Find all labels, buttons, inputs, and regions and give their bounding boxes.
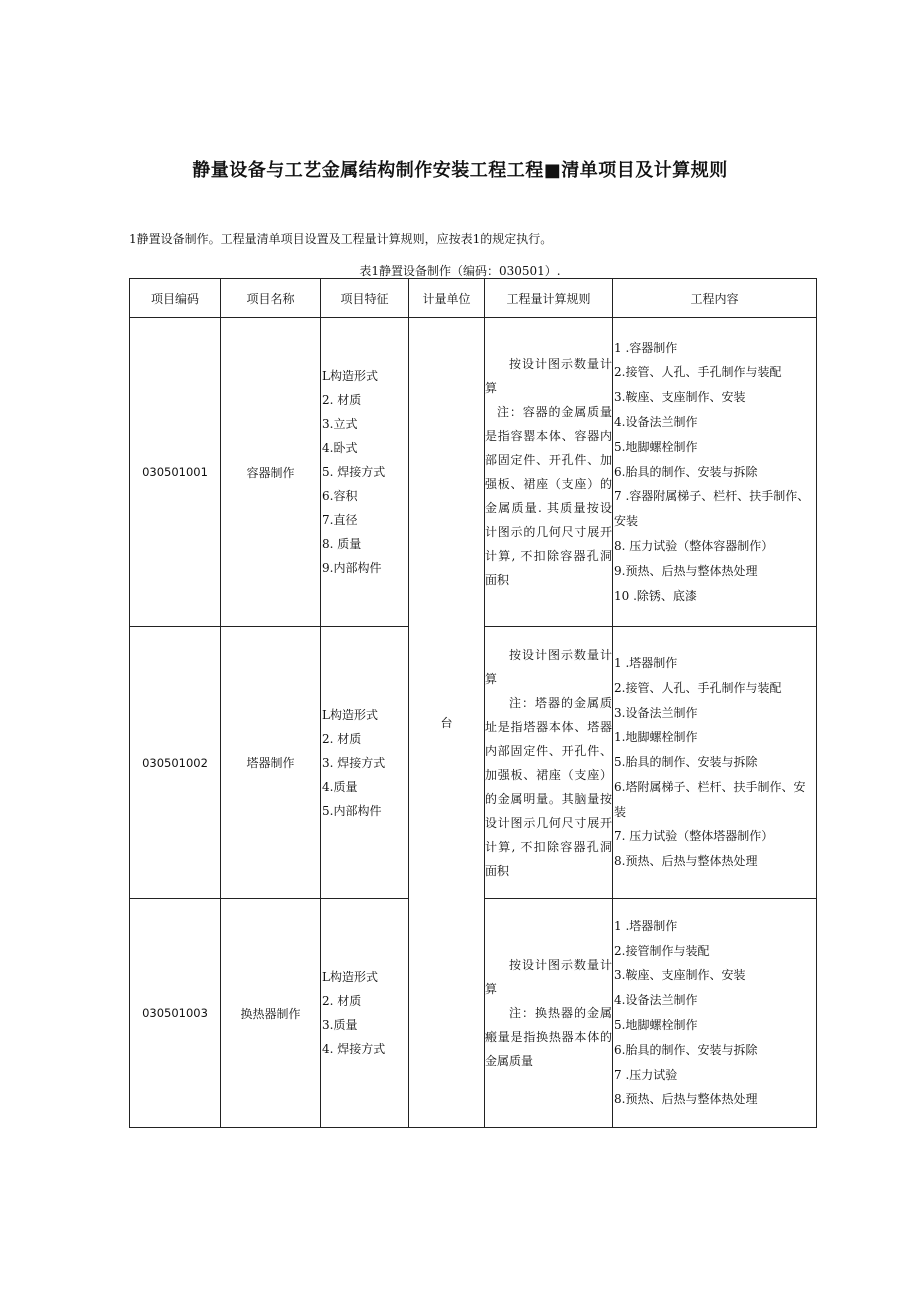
document-title: 静量设备与工艺金属结构制作安装工程工程■清单项目及计算规则: [192, 160, 728, 181]
rule-line: 按设计图示数量计算: [485, 357, 612, 395]
table-row: [130, 318, 817, 627]
calc-rule: [485, 318, 613, 627]
feature: 3. 焊接方式: [322, 755, 386, 770]
content-item: 6.胎具的制作、安装与拆除: [614, 464, 758, 479]
calc-rule: [485, 627, 613, 899]
rule-note: 注：换热器的金属瘢量是指换热器本体的金属质量: [485, 1006, 612, 1068]
feature: 2. 材质: [322, 393, 362, 407]
item-name: 塔器制作: [221, 627, 321, 899]
content-item: 7 .压力试验: [614, 1067, 678, 1082]
content-item: 1 .容器制作: [614, 340, 678, 355]
table-caption: 表1静置设备制作（编码：030501）.: [359, 264, 561, 278]
content-item: 4.设备法兰制作: [614, 993, 698, 1008]
rule-note: 注：容器的金属质量是指容罂本体、容器内部固定件、开孔件、加强板、裙座（支座）的金属质量. 其质量按设计图示的几何尺寸展开计算, 不扣除容器孔洞面积: [485, 405, 612, 587]
content-item: 10 .除锈、底漆: [614, 588, 697, 603]
content-item: 3.设备法兰制作: [614, 705, 698, 720]
item-code: 030501002: [130, 627, 221, 899]
content-item: 6.塔附属梯子、栏杆、扶手制作、安装: [614, 779, 806, 819]
content-item: 5.地脚螺栓制作: [614, 439, 698, 454]
item-code: 030501001: [130, 318, 221, 627]
feature: 3.质量: [322, 1018, 358, 1032]
item-code: 030501003: [130, 899, 221, 1128]
content-item: 1 .塔器制作: [614, 655, 678, 670]
header-unit: 计量单位: [409, 279, 485, 318]
feature: 6.容积: [322, 489, 358, 503]
feature: 5.内部构件: [322, 803, 382, 818]
equipment-table: [129, 278, 817, 1128]
content-item: 8.预热、后热与整体热处理: [614, 854, 758, 869]
item-features: [321, 318, 409, 627]
content-item: 8.预热、后热与整体热处理: [614, 1092, 758, 1107]
rule-line: 按设计图示数量计算: [485, 647, 612, 686]
rule-line: 按设计图示数量计算: [485, 958, 612, 996]
feature: 4. 焊接方式: [322, 1042, 386, 1056]
feature: 4.质量: [322, 779, 358, 794]
item-features: [321, 899, 409, 1128]
feature: 8. 质量: [322, 537, 362, 551]
header-name: 项目名称: [221, 279, 321, 318]
feature: 5. 焊接方式: [322, 465, 386, 479]
work-content: [613, 627, 817, 899]
content-item: 8. 压力试验（整体容器制作）: [614, 538, 774, 553]
work-content: [613, 899, 817, 1128]
header-code: 项目编码: [130, 279, 221, 318]
content-item: 1.地脚螺栓制作: [614, 730, 698, 745]
item-name: 容器制作: [221, 318, 321, 627]
item-features: [321, 627, 409, 899]
header-content: 工程内容: [613, 279, 817, 318]
content-item: 6.胎具的制作、安装与拆除: [614, 1042, 758, 1057]
feature: L构造形式: [322, 369, 378, 383]
calc-rule: [485, 899, 613, 1128]
content-item: 3.鞍座、支座制作、安装: [614, 390, 746, 405]
content-item: 2.接管制作与装配: [614, 943, 710, 958]
content-item: 3.鞍座、支座制作、安装: [614, 968, 746, 983]
feature: 2. 材质: [322, 731, 362, 746]
rule-note: 注：塔器的金属质址是指塔器本体、塔器内部固定件、开孔件、加强板、裙座（支座）的金属明量。其脑量按设计图示几何尺寸展开计算, 不扣除容器孔洞面积: [485, 695, 612, 878]
feature: 2. 材质: [322, 994, 362, 1008]
feature: 3.立式: [322, 417, 358, 431]
feature: 9.内部构件: [322, 561, 382, 575]
content-item: 9.预热、后热与整体热处理: [614, 563, 758, 578]
content-item: 4.设备法兰制作: [614, 415, 698, 429]
feature: 4.卧式: [322, 441, 358, 455]
header-features: 项目特征: [321, 279, 409, 318]
content-item: 2.接管、人孔、手孔制作与装配: [614, 680, 782, 695]
header-rule: 工程量计算规则: [485, 279, 613, 318]
content-item: 7 .容器附属梯子、栏杆、扶手制作、安装: [614, 489, 810, 529]
content-item: 1 .塔器制作: [614, 918, 678, 933]
intro-paragraph: 1静置设备制作。工程量清单项目设置及工程量计算规则，应按表1的规定执行。: [129, 232, 553, 246]
feature: L构造形式: [322, 970, 378, 984]
table-header-row: [130, 279, 817, 318]
item-name: 换热器制作: [221, 899, 321, 1128]
content-item: 5.胎具的制作、安装与拆除: [614, 755, 758, 770]
content-item: 2.接管、人孔、手孔制作与装配: [614, 365, 782, 380]
feature: L构造形式: [322, 707, 378, 722]
work-content: [613, 318, 817, 627]
unit-cell: 台: [409, 318, 485, 1128]
content-item: 5.地脚螺栓制作: [614, 1018, 698, 1032]
content-item: 7. 压力试验（整体塔器制作）: [614, 829, 774, 844]
feature: 7.直径: [322, 513, 358, 527]
